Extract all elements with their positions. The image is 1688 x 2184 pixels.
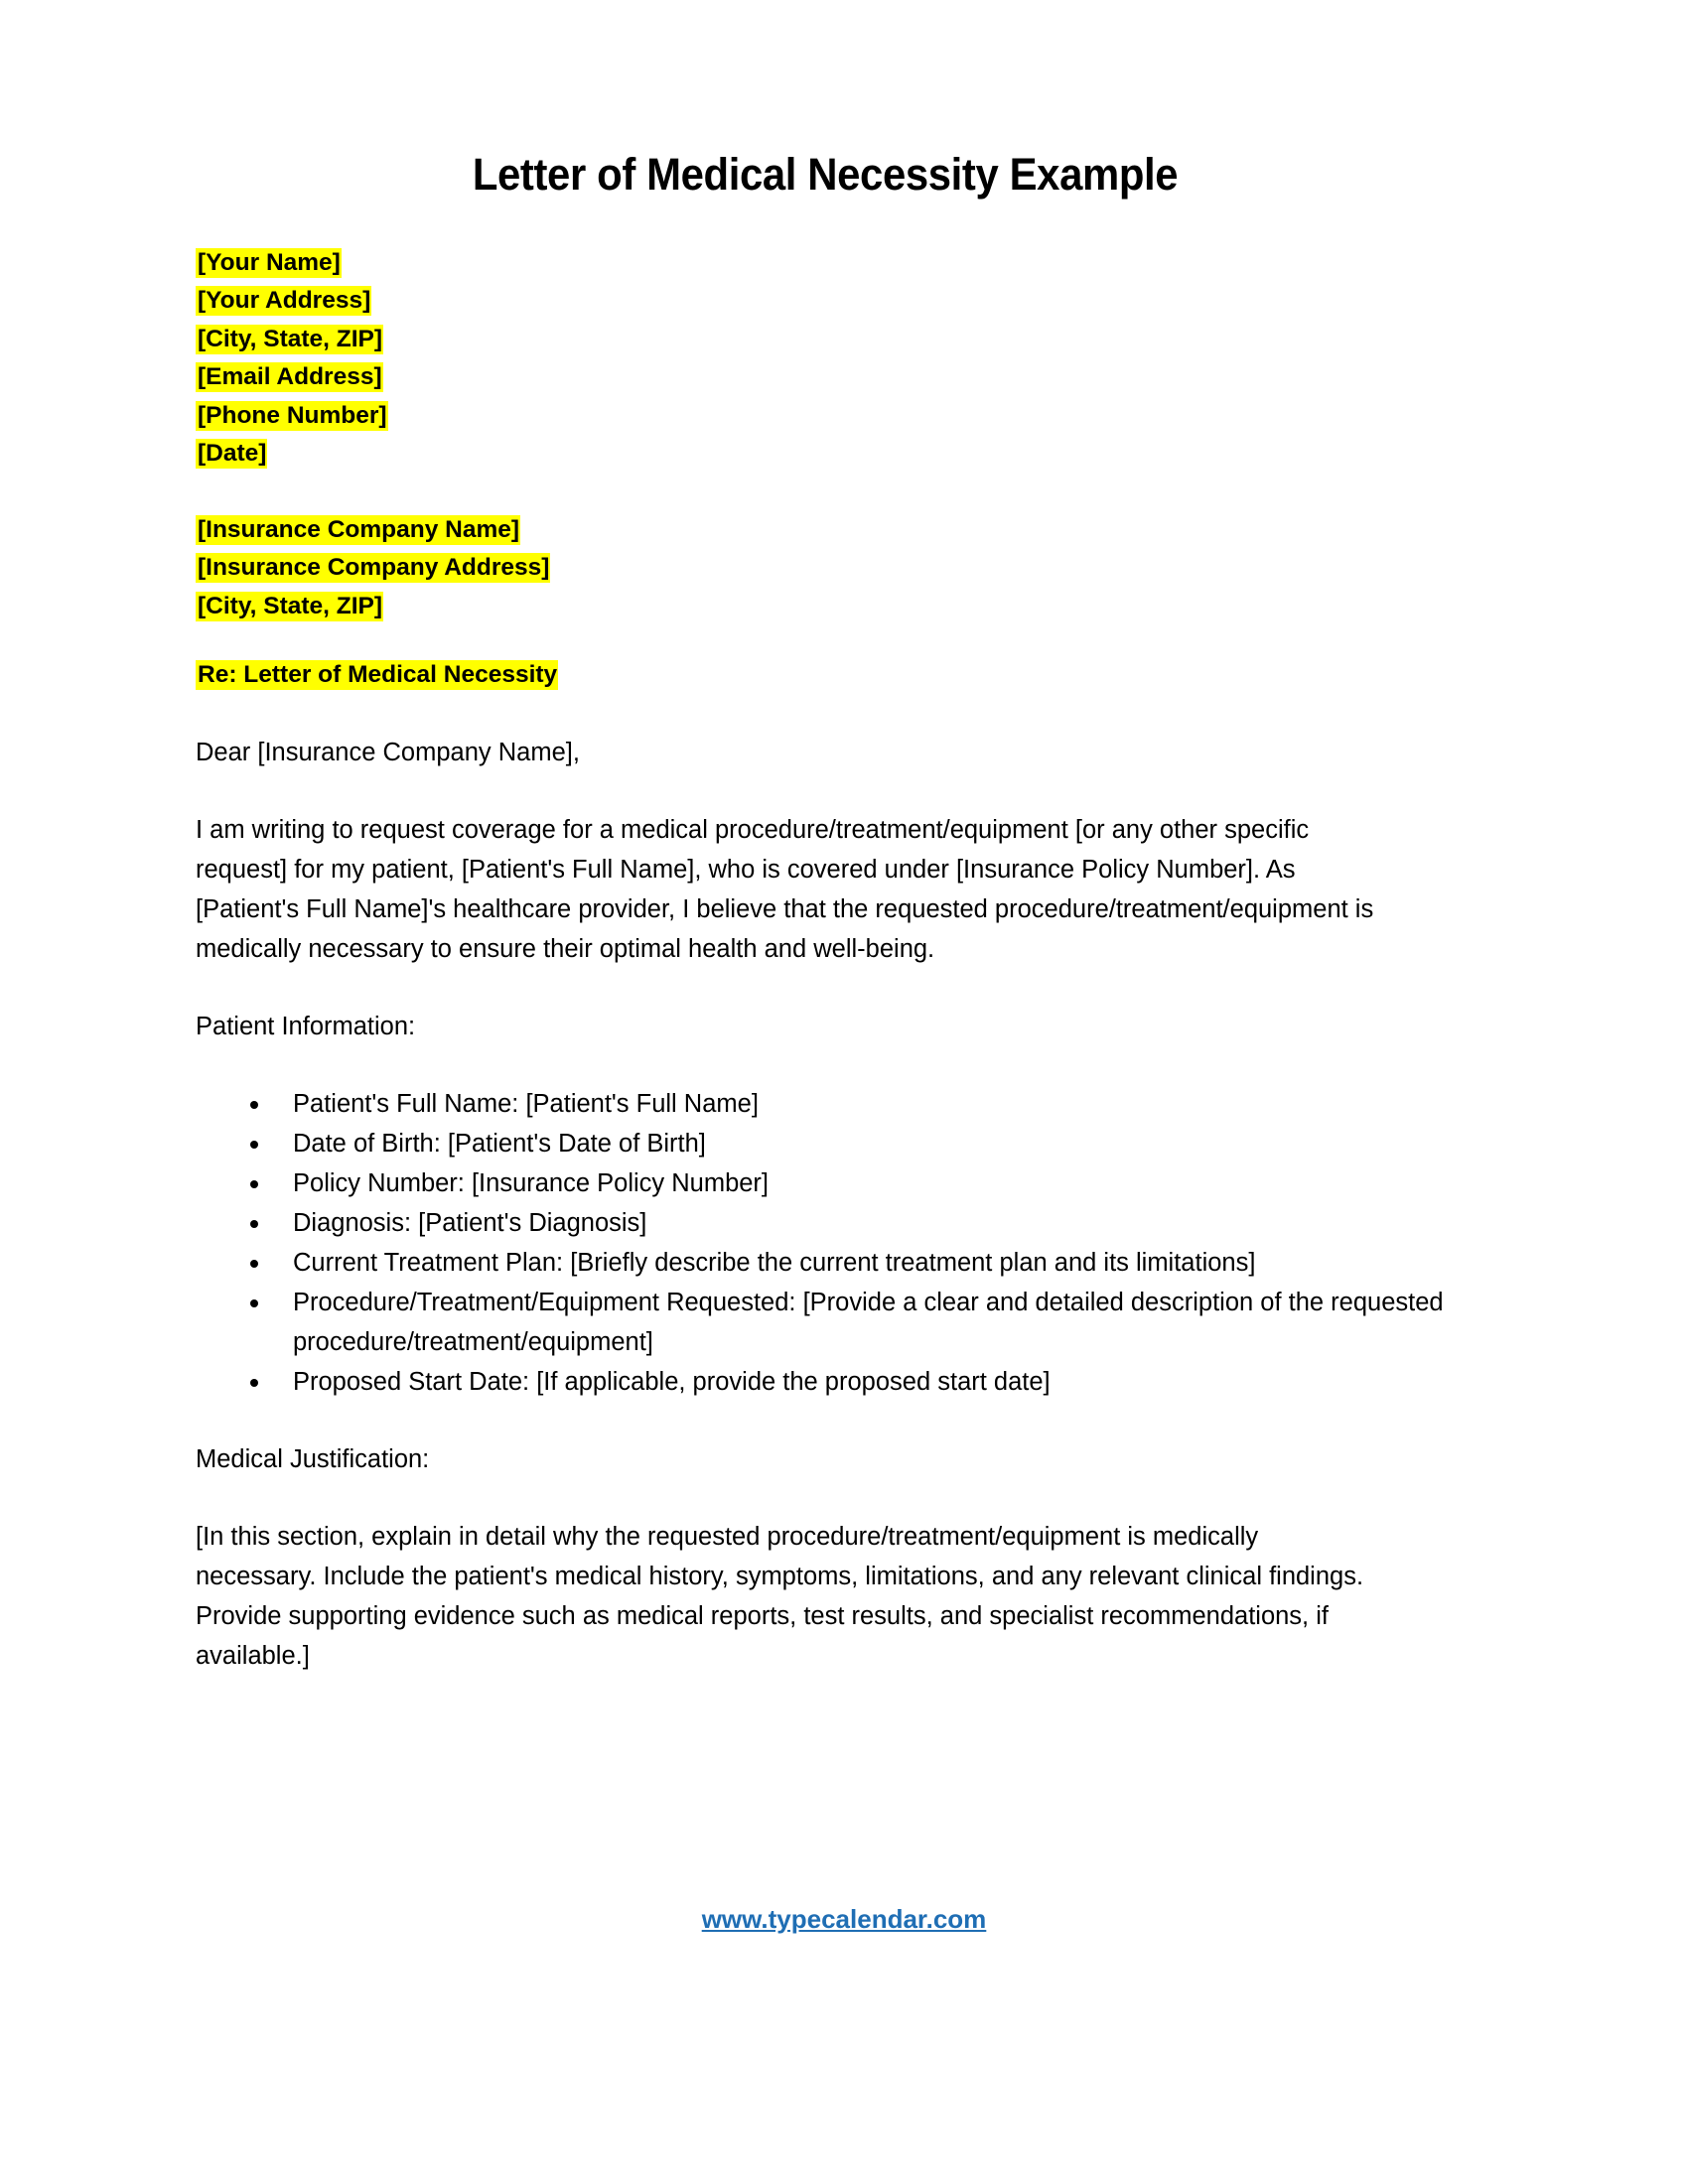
patient-information-list (196, 1084, 1455, 1402)
list-item: Patient's Full Name: [Patient's Full Name] (196, 1084, 1455, 1124)
sender-line-address (196, 282, 1455, 321)
spacer-before-justification-text (196, 1479, 1455, 1517)
spacer-before-salutation (196, 695, 1455, 733)
typecalendar-link[interactable]: www.typecalendar.com (701, 1904, 987, 1934)
highlight-mark: [City, State, ZIP] (198, 592, 383, 619)
spacer-between-addresses (196, 474, 1455, 511)
sender-line-name (196, 244, 1455, 283)
highlight-mark: [City, State, ZIP] (198, 325, 383, 352)
patient-information-heading: Patient Information: (196, 1012, 416, 1040)
highlight-mark: [Date] (198, 440, 267, 468)
opening-paragraph: I am writing to request coverage for a medical procedure/treatment/equipment [or any other specific request] for my patient, [Patient's Full Name], who is covered under [Insurance Policy Number]. As [Patient's Full Name]'s healthcare provider, I believe that the requested procedure/treatment/equipment is medically necessary to ensure their optimal health and well-being. (196, 815, 1374, 963)
spacer-before-justification (196, 1402, 1455, 1439)
sender-address-block (196, 244, 1455, 474)
highlight-mark: [Email Address] (198, 363, 382, 391)
spacer-before-opening (196, 772, 1455, 810)
highlight-mark: [Phone Number] (198, 401, 387, 429)
medical-justification-paragraph: [In this section, explain in detail why the requested procedure/treatment/equipment is medically necessary. Include the patient's medical history, symptoms, limitations, and any relevant clinical findings. Provide supporting evidence such as medical reports, test results, and specialist recommendations, if available.] (196, 1522, 1364, 1670)
recipient-address-block (196, 511, 1455, 626)
recipient-line-company-name (196, 511, 1455, 550)
highlight-mark: Re: Letter of Medical Necessity (198, 661, 558, 689)
spacer-before-bullets (196, 1046, 1455, 1084)
recipient-line-city-state-zip (196, 588, 1455, 626)
sender-line-email (196, 358, 1455, 397)
sender-line-city-state-zip (196, 321, 1455, 359)
list-item: Policy Number: [Insurance Policy Number] (196, 1163, 1455, 1203)
letter-body (196, 149, 1455, 1676)
spacer-before-patient-info (196, 969, 1455, 1007)
highlight-mark: [Insurance Company Address] (198, 554, 550, 582)
list-item: Diagnosis: [Patient's Diagnosis] (196, 1203, 1455, 1243)
highlight-mark: [Your Address] (198, 287, 371, 315)
medical-justification-heading: Medical Justification: (196, 1444, 430, 1473)
spacer-after-title (196, 201, 1455, 244)
spacer-before-subject (196, 625, 1455, 656)
recipient-line-company-address (196, 549, 1455, 588)
list-item: Current Treatment Plan: [Briefly describe the current treatment plan and its limitations] (196, 1243, 1455, 1283)
salutation: Dear [Insurance Company Name], (196, 738, 580, 766)
sender-line-phone (196, 397, 1455, 436)
sender-line-date (196, 435, 1455, 474)
footer (0, 1904, 1688, 1935)
highlight-mark: [Insurance Company Name] (198, 515, 520, 543)
list-item: Date of Birth: [Patient's Date of Birth] (196, 1124, 1455, 1163)
subject-line (196, 656, 1455, 695)
list-item: Procedure/Treatment/Equipment Requested: [Provide a clear and detailed description of the requested procedure/treatment/equipment] (196, 1283, 1455, 1362)
list-item: Proposed Start Date: [If applicable, provide the proposed start date] (196, 1362, 1455, 1402)
highlight-mark: [Your Name] (198, 248, 341, 276)
page-title: Letter of Medical Necessity Example (472, 149, 1179, 200)
